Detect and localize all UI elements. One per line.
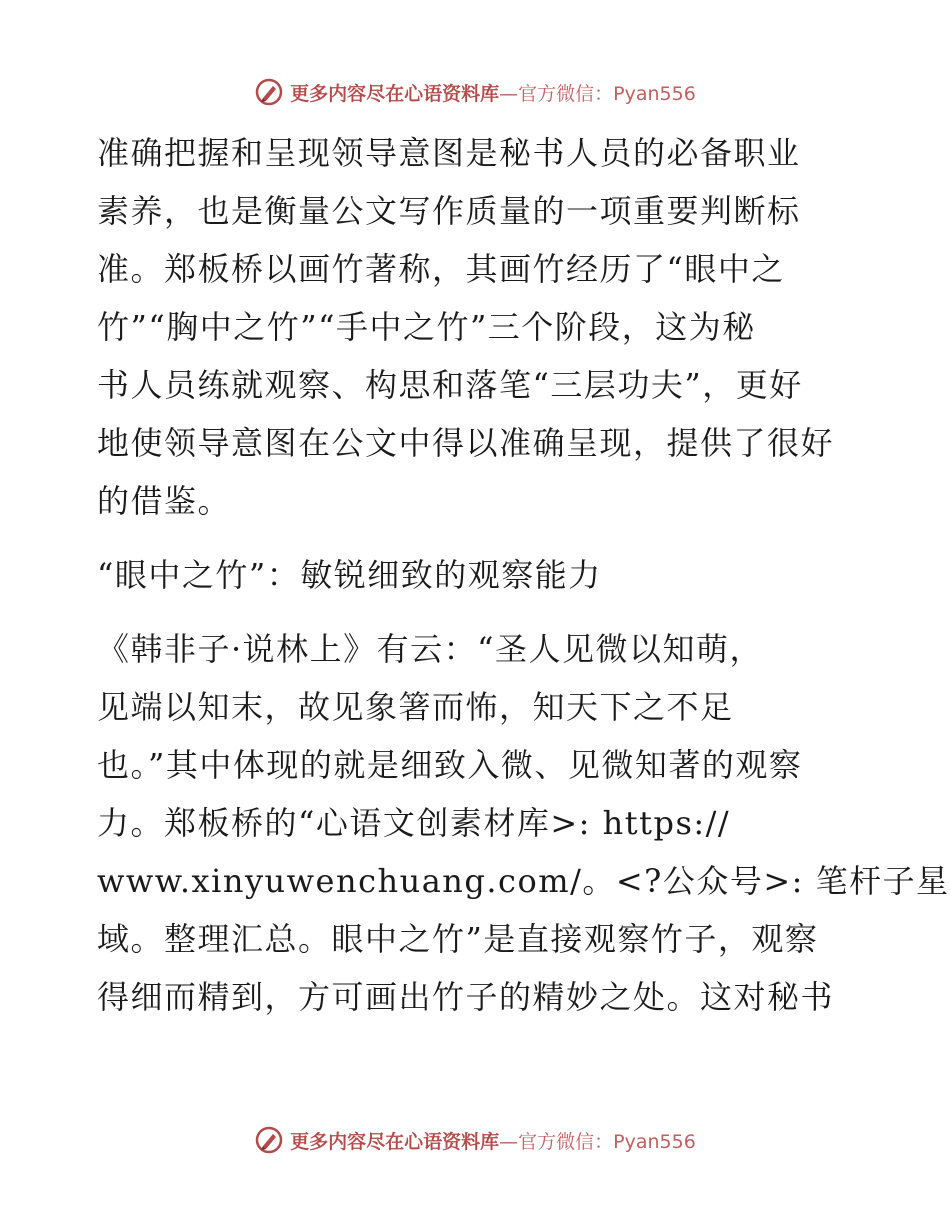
text-line: 《韩非子·说林上》有云：“圣人见微以知萌， xyxy=(97,630,764,668)
text-line: 的借鉴。 xyxy=(97,482,232,520)
text-line: 域。整理汇总。眼中之竹”是直接观察竹子，观察 xyxy=(97,920,819,958)
header-wechat: —官方微信：Pyan556 xyxy=(499,82,696,105)
section-heading xyxy=(97,546,857,604)
text-line: 书人员练就观察、构思和落笔“三层功夫”，更好 xyxy=(97,366,803,404)
text-line: 准。郑板桥以画竹著称，其画竹经历了“眼中之 xyxy=(97,250,785,288)
text-line: 地使领导意图在公文中得以准确呈现，提供了很好 xyxy=(97,424,835,462)
text-line: 准确把握和呈现领导意图是秘书人员的必备职业 xyxy=(97,134,801,172)
text-line: 素养，也是衡量公文写作质量的一项重要判断标 xyxy=(97,192,801,230)
document-body xyxy=(97,124,950,1026)
text-line: www.xinyuwenchuang.com/。<?公众号>: 笔杆子星 xyxy=(97,862,950,900)
footer-banner xyxy=(0,1120,950,1160)
pen-logo-icon xyxy=(254,1125,284,1155)
text-line: 力。郑板桥的“心语文创素材库>: https:// xyxy=(97,804,731,842)
footer-wechat: —官方微信：Pyan556 xyxy=(499,1130,696,1153)
footer-text: 更多内容尽在心语资料库 xyxy=(290,1130,500,1153)
paragraph-intro xyxy=(97,124,857,530)
text-line: 得细而精到，方可画出竹子的精妙之处。这对秘书 xyxy=(97,978,835,1016)
text-line: 竹”“胸中之竹”“手中之竹”三个阶段，这为秘 xyxy=(97,308,756,346)
header-banner xyxy=(0,72,950,112)
header-text: 更多内容尽在心语资料库 xyxy=(290,82,500,105)
text-line: 见端以知末，故见象箸而怖，知天下之不足 xyxy=(97,688,734,726)
paragraph-observation xyxy=(97,620,950,1026)
text-line: 也。”其中体现的就是细致入微、见微知著的观察 xyxy=(97,746,803,784)
heading-line: “眼中之竹”：敏锐细致的观察能力 xyxy=(97,556,602,594)
pen-logo-icon xyxy=(254,77,284,107)
